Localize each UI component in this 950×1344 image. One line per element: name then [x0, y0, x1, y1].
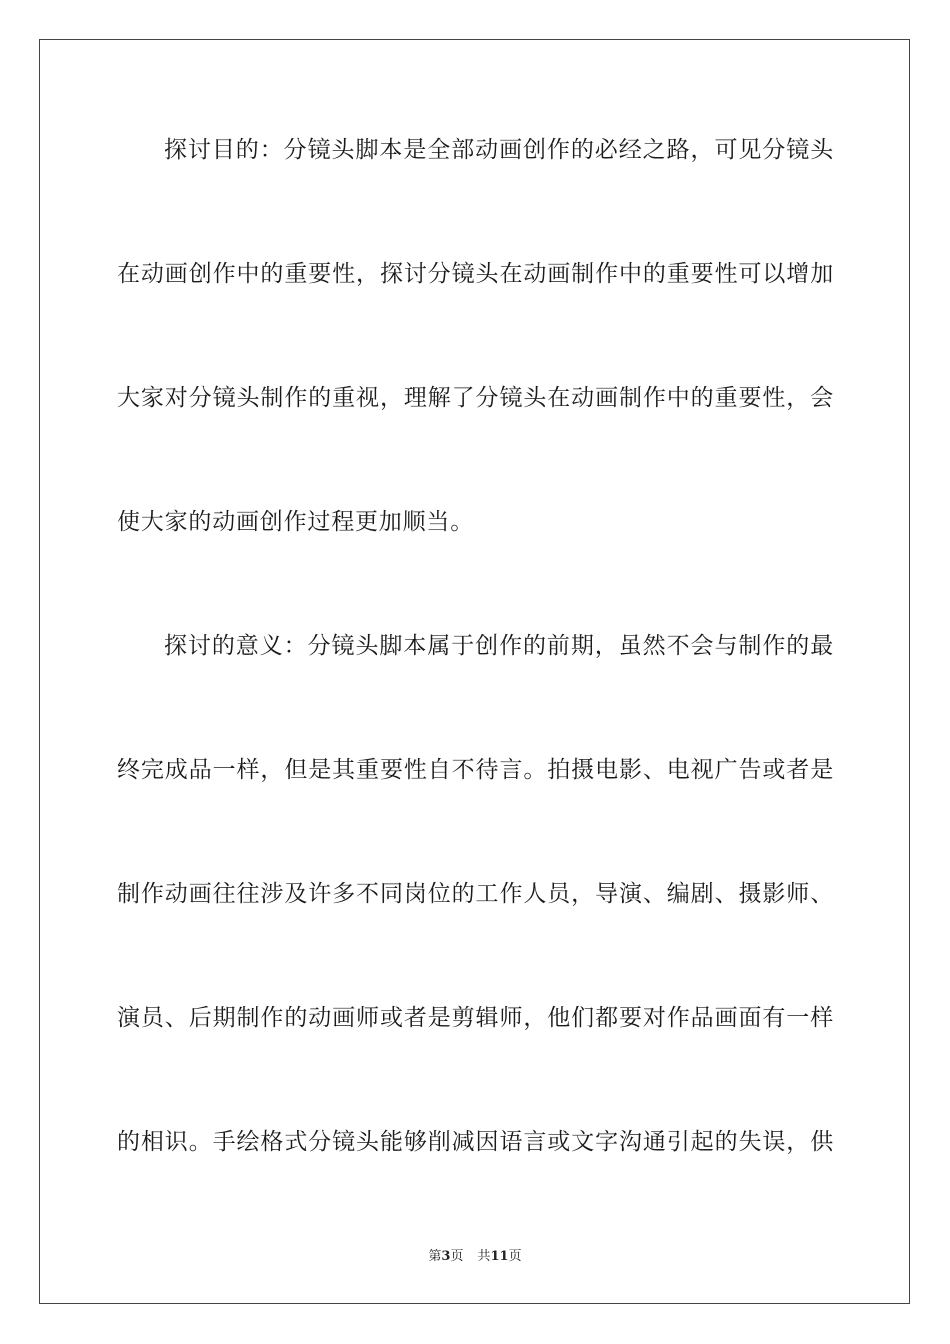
page-prefix: 第 [428, 1249, 442, 1264]
paragraph-1-line-4: 使大家的动画创作过程更加顺当。 [117, 509, 474, 535]
paragraph-2-line-4: 演员、后期制作的动画师或者是剪辑师，他们都要对作品画面有一样 [117, 1005, 834, 1031]
total-prefix: 共 [477, 1249, 491, 1264]
page-border [39, 39, 910, 1304]
paragraph-1-line-1: 探讨目的：分镜头脚本是全部动画创作的必经之路，可见分镜头 [164, 137, 834, 163]
page-number: 3 [441, 1249, 451, 1264]
paragraph-2-line-5: 的相识。手绘格式分镜头能够削减因语言或文字沟通引起的失误，供 [117, 1129, 834, 1155]
total-pages: 11 [490, 1249, 509, 1264]
paragraph-2-line-1: 探讨的意义：分镜头脚本属于创作的前期，虽然不会与制作的最 [164, 633, 834, 659]
paragraph-1-line-3: 大家对分镜头制作的重视，理解了分镜头在动画制作中的重要性，会 [117, 385, 834, 411]
paragraph-2-line-3: 制作动画往往涉及许多不同岗位的工作人员，导演、编剧、摄影师、 [117, 881, 834, 907]
paragraph-2-line-2: 终完成品一样，但是其重要性自不待言。拍摄电影、电视广告或者是 [117, 757, 834, 783]
page-suffix: 页 [450, 1249, 464, 1264]
page-footer [0, 1248, 950, 1266]
total-suffix: 页 [508, 1249, 522, 1264]
paragraph-1-line-2: 在动画创作中的重要性，探讨分镜头在动画制作中的重要性可以增加 [117, 261, 834, 287]
